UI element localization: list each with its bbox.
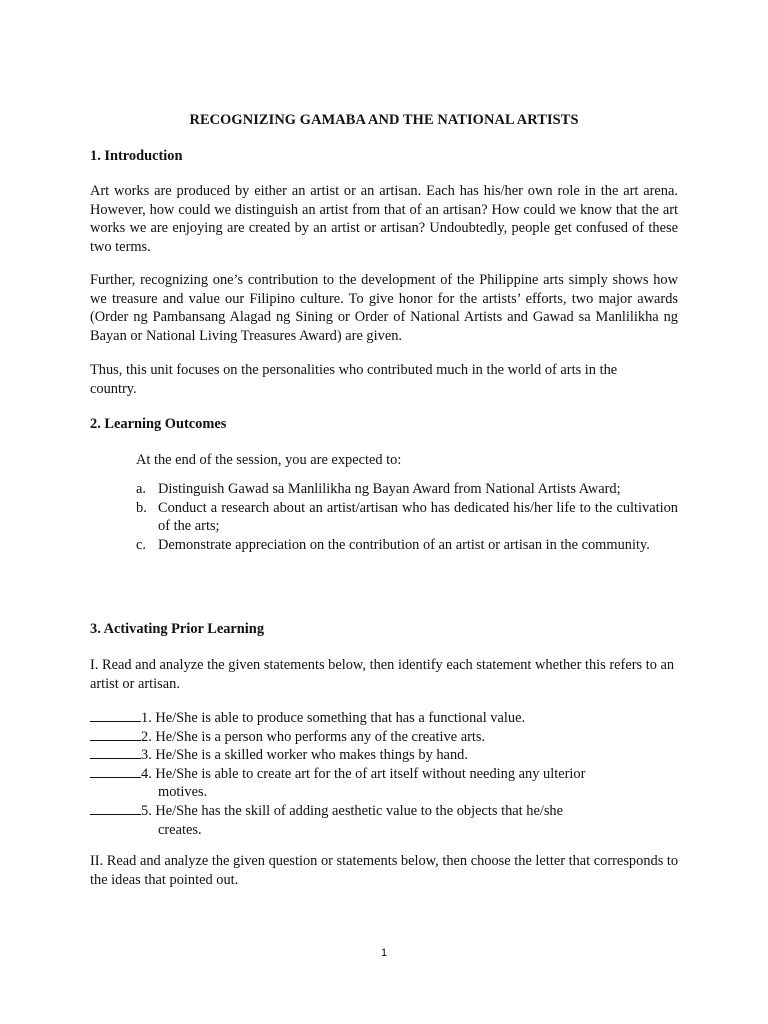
part1-instructions: I. Read and analyze the given statements below, then identify each statement whether this refers to an artist or artisan. — [90, 657, 675, 692]
list-marker: c. — [136, 536, 146, 553]
list-item — [90, 765, 650, 802]
item-text: 2. He/She is a person who performs any of the creative arts. — [141, 728, 486, 745]
intro-paragraph-3: Thus, this unit focuses on the personalities who contributed much in the world of arts in the country. — [90, 362, 618, 397]
list-item — [90, 746, 650, 765]
answer-blank[interactable] — [90, 765, 141, 778]
item-text-continued: motives. — [158, 784, 208, 801]
item-text-continued: creates. — [158, 821, 202, 838]
learning-outcomes-list — [136, 480, 678, 554]
answer-blank[interactable] — [90, 728, 141, 741]
part2-instructions: II. Read and analyze the given question or statements below, then choose the letter that corresponds to the ideas that pointed out. — [90, 853, 679, 888]
answer-blank[interactable] — [90, 802, 141, 815]
answer-blank[interactable] — [90, 709, 141, 722]
list-marker: b. — [136, 499, 147, 516]
learning-outcomes-heading: 2. Learning Outcomes — [90, 416, 227, 432]
intro-paragraph-1: Art works are produced by either an artist or an artisan. Each has his/her own role in the art arena. However, how could we distinguish an artist from that of an artisan? How could we know that the art works we are enjoying are created by an artist or artisan? Undoubtedly, people get confused of these two terms. — [90, 183, 678, 255]
item-text: 3. He/She is a skilled worker who makes things by hand. — [141, 747, 468, 764]
page-number: 1 — [380, 947, 388, 959]
intro-paragraph-2: Further, recognizing one’s contribution to the development of the Philippine arts simply shows how we treasure and value our Filipino culture. To give honor for the artists’ efforts, two major awards (Order ng Pambansang Alagad ng Sining or Order of National Artists and Gawad sa Manlilikha ng Bayan or National Living Treasures Award) are given. — [90, 272, 678, 344]
list-item-text: Conduct a research about an artist/artisan who has dedicated his/her life to the cultivation of the arts; — [158, 499, 678, 535]
list-item — [136, 480, 678, 499]
item-text: 5. He/She has the skill of adding aesthetic value to the objects that he/she — [141, 802, 564, 819]
list-item — [90, 802, 650, 839]
list-item — [136, 536, 678, 555]
list-item — [136, 499, 678, 536]
prior-learning-heading: 3. Activating Prior Learning — [90, 621, 265, 637]
list-item — [90, 709, 650, 728]
item-text: 1. He/She is able to produce something that has a functional value. — [141, 710, 526, 726]
answer-blank[interactable] — [90, 746, 141, 759]
list-item — [90, 728, 650, 747]
list-item-text: Distinguish Gawad sa Manlilikha ng Bayan Award from National Artists Award; — [158, 481, 621, 497]
item-text: 4. He/She is able to create art for the of art itself without needing any ulterior — [141, 765, 586, 782]
list-item-text: Demonstrate appreciation on the contribution of an artist or artisan in the community. — [158, 536, 650, 553]
list-marker: a. — [136, 481, 146, 497]
document-title: RECOGNIZING GAMABA AND THE NATIONAL ARTISTS — [189, 112, 579, 128]
learning-outcomes-intro: At the end of the session, you are expected to: — [136, 452, 402, 468]
identification-items — [90, 709, 650, 839]
introduction-heading: 1. Introduction — [90, 148, 183, 164]
